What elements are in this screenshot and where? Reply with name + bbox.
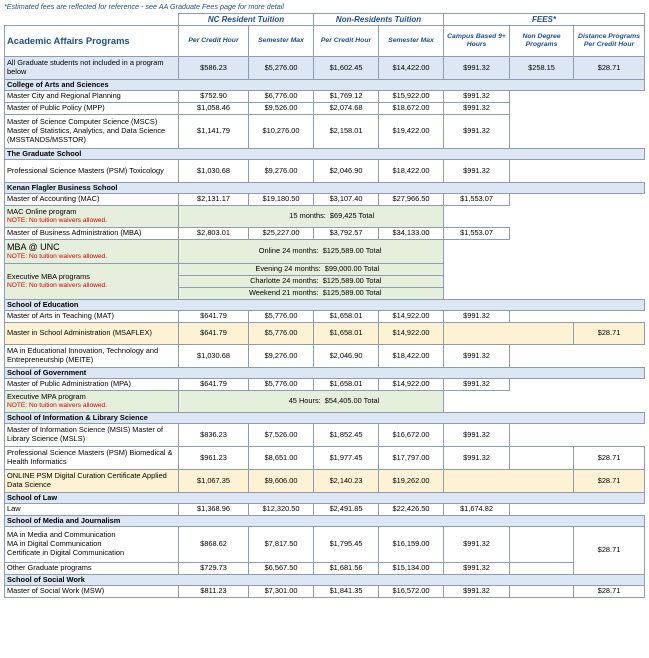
section-row <box>5 183 645 194</box>
table-row: Other Graduate programs $729.73 $6,567.50 $1,681.56 $15,134.00 $991.32 <box>5 563 645 575</box>
section-name: School of Law <box>5 493 645 504</box>
no-waiver-note: NOTE: No tuition waivers allowed. <box>7 253 108 261</box>
section-row <box>5 493 645 504</box>
table-row: Master of Accounting (MAC) $2,131.17 $19,180.50 $3,107.40 $27,966.50 $1,553.07 <box>5 194 645 206</box>
table-row: All Graduate students not included in a program below $586.23 $5,276.00 $1,602.45 $14,422.00 $991.32 $258.15 $28.71 <box>5 57 645 80</box>
section-name: School of Government <box>5 368 645 379</box>
section-row <box>5 413 645 424</box>
no-waiver-note: NOTE: No tuition waivers allowed. <box>7 282 108 290</box>
col-distance: Distance Programs Per Credit Hour <box>574 26 645 57</box>
table-row: Executive MPA program NOTE: No tuition waivers allowed. 45 Hours: $54,405.00 Total <box>5 391 645 413</box>
table-row: MA in Media and Communication MA in Digital Communication Certificate in Digital Communication $868.62 $7,817.50 $1,795.45 $16,159.00 $991.32 $28.71 <box>5 527 645 563</box>
col-campus-based: Campus Based 9+ Hours <box>444 26 510 57</box>
fee-table <box>4 13 645 598</box>
section-name: School of Media and Journalism <box>5 516 645 527</box>
table-row: ONLINE PSM Digital Curation Certificate Applied Data Science $1,067.35 $9,606.00 $2,140.23 $19,262.00 $28.71 <box>5 470 645 493</box>
table-row: Master of Social Work (MSW) $811.23 $7,301.00 $1,841.35 $16,572.00 $991.32 $28.71 <box>5 586 645 598</box>
col-non-per-credit: Per Credit Hour <box>314 26 379 57</box>
table-row: Law $1,368.96 $12,320.50 $2,491.85 $22,426.50 $1,674.82 <box>5 504 645 516</box>
col-non-semester-max: Semester Max <box>379 26 444 57</box>
section-name: School of Social Work <box>5 575 645 586</box>
col-nc-semester-max: Semester Max <box>249 26 314 57</box>
section-row <box>5 300 645 311</box>
table-title: Academic Affairs Programs <box>5 26 179 57</box>
non-resident-header: Non-Residents Tuition <box>314 14 444 26</box>
table-row: Master of Business Administration (MBA) $2,803.01 $25,227.00 $3,792.57 $34,133.00 $1,553.07 <box>5 228 645 240</box>
table-row: Master City and Regional Planning $752.90 $6,776.00 $1,769.12 $15,922.00 $991.32 <box>5 91 645 103</box>
column-header-row <box>5 26 645 57</box>
section-row <box>5 80 645 91</box>
section-name: Kenan Flagler Business School <box>5 183 645 194</box>
section-row <box>5 516 645 527</box>
table-row: MA in Educational Innovation, Technology and Entrepreneurship (MEITE) $1,030.68 $9,276.00 $2,046.90 $18,422.00 $991.32 <box>5 345 645 368</box>
table-row: Professional Science Masters (PSM) Biomedical & Health Informatics $961.23 $8,651.00 $1,977.45 $17,797.00 $991.32 $28.71 <box>5 447 645 470</box>
estimate-note: *Estimated fees are reflected for reference - see AA Graduate Fees page for more detail <box>4 2 284 11</box>
section-row <box>5 575 645 586</box>
section-row <box>5 149 645 160</box>
no-waiver-note: NOTE: No tuition waivers allowed. <box>7 402 108 410</box>
table-row: Weekend 21 months: $125,589.00 Total <box>5 288 645 300</box>
col-non-degree: Non Degree Programs <box>510 26 574 57</box>
fees-header: FEES* <box>444 14 645 26</box>
table-row: Professional Science Masters (PSM) Toxicology $1,030.68 $9,276.00 $2,046.90 $18,422.00 $991.32 <box>5 160 645 183</box>
section-name: The Graduate School <box>5 149 645 160</box>
table-row: Master in School Administration (MSAFLEX) $641.79 $5,776.00 $1,658.01 $14,922.00 $28.71 <box>5 323 645 345</box>
nc-resident-header: NC Resident Tuition <box>179 14 314 26</box>
section-row <box>5 368 645 379</box>
table-row: Executive MBA programs NOTE: No tuition waivers allowed. Evening 24 months: $99,000.00 Total <box>5 264 645 276</box>
group-header-row <box>5 14 645 26</box>
table-row: MAC Online program NOTE: No tuition waivers allowed. 15 months: $69,425 Total <box>5 206 645 228</box>
table-row: Charlotte 24 months: $125,589.00 Total <box>5 276 645 288</box>
section-name: School of Information & Library Science <box>5 413 645 424</box>
no-waiver-note: NOTE: No tuition waivers allowed. <box>7 217 108 225</box>
table-row: Master of Information Science (MSIS) Master of Library Science (MSLS) $836.23 $7,526.00 $1,852.45 $16,672.00 $991.32 <box>5 424 645 447</box>
col-nc-per-credit: Per Credit Hour <box>179 26 249 57</box>
table-row: Master of Public Administration (MPA) $641.79 $5,776.00 $1,658.01 $14,922.00 $991.32 <box>5 379 645 391</box>
section-name: College of Arts and Sciences <box>5 80 645 91</box>
table-row: MBA @ UNC NOTE: No tuition waivers allowed. Online 24 months: $125,589.00 Total <box>5 240 645 264</box>
table-row: Master of Arts in Teaching (MAT) $641.79 $5,776.00 $1,658.01 $14,922.00 $991.32 <box>5 311 645 323</box>
section-name: School of Education <box>5 300 645 311</box>
table-row: Master of Public Policy (MPP) $1,058.46 $9,526.00 $2,074.68 $18,672.00 $991.32 <box>5 103 645 115</box>
table-row: Master of Science Computer Science (MSCS) Master of Statistics, Analytics, and Data Science (MSSTANDS/MSSTOR) $1,141.79 $10,276.00 $2,158.01 $19,422.00 $991.32 <box>5 115 645 149</box>
